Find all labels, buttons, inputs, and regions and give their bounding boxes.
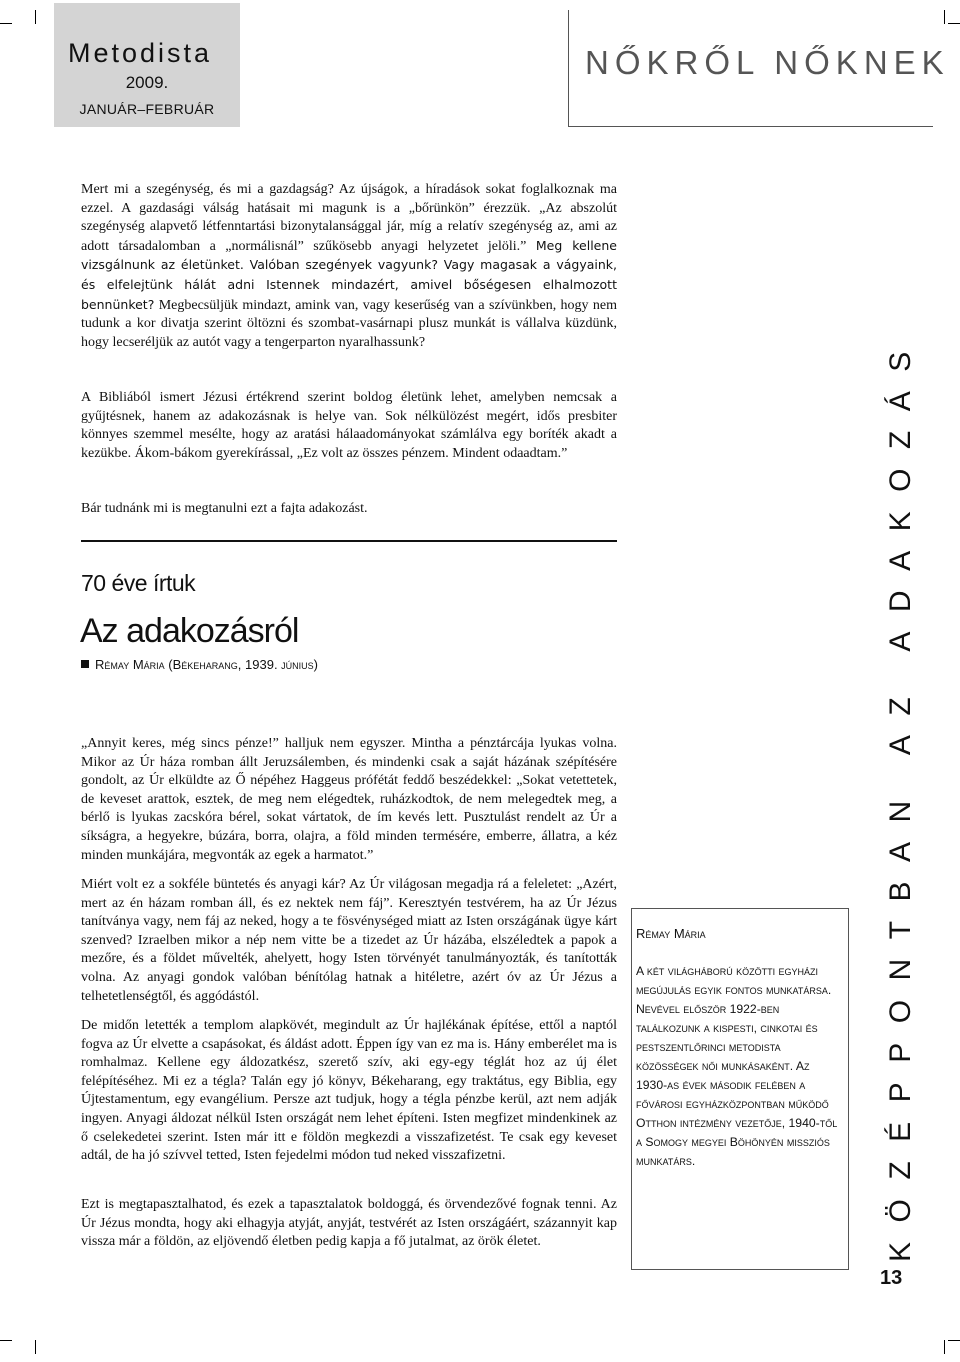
issue-year: 2009. [125, 73, 169, 92]
intro-paragraph: Bár tudnánk mi is megtanulni ezt a fajta adakozást. [81, 501, 368, 516]
crop-mark [35, 1340, 36, 1354]
article-paragraph: Ezt is megtapasztalhatod, és ezek a tapasztalatok boldoggá, és örvendezővé fognak tenni. Az Úr Jézus mondta, hogy aki elhagyja atyját, anyját, testvérét az Isten országáért, százannyit kap vissza már a földön, az eljövendő életben pedig kapja a fő jutalmat, az örök életet. [81, 1197, 617, 1250]
issue-months: JANUÁR–FEBRUÁR [79, 101, 215, 117]
magazine-title: Metodista [68, 38, 213, 68]
bullet-icon [81, 660, 89, 668]
author-name: Rémay Mária [636, 926, 706, 941]
intro-text-sans: Meg kellene vizsgálnunk az életünket. Valóban szegények vagyunk? Vagy magasak a vágyaink, és elfelejtünk hálát adni Istennek mindazért, amivel bőségesen elhalmozott bennünket? [81, 237, 617, 312]
article-byline [81, 657, 318, 672]
crop-mark [948, 1340, 960, 1341]
intro-paragraph: A Bibliából ismert Jézusi értékrend szerint boldog életünk lehet, amelyben nemcsak a gyűjtésnek, hanem az adakozásnak is helye van. Sok nélkülözést megért, idős presbiter könnyes szemmel mesélte, hogy az aratási hálaadományokat számlálva egy boríték akadt a kezükbe. Ákom-bákom gyerekírással, „Ez volt az összes pénzem. Mindent odaadtam.” [81, 390, 617, 461]
crop-mark [35, 10, 36, 24]
crop-mark [944, 10, 945, 24]
article-paragraph: „Annyit keres, még sincs pénze!” halljuk nem egyszer. Mintha a pénztárcája lyukas volna. Mikor az Úr háza romban állt Jeruzsálemben, és mindenki csak a saját házának szépítésére gondolt, az Úr elküldte az Ő népéhez Haggeus prófétát feddő beszédekkel: „Sokat vetettetek, de keveset arattok, esztek, de meg nem elégedtek, ruházkodtok, de nem melegedtek meg, a bérlő is lyukas zacskóra bérel, sokat vártatok, de ím kevés lett. Pusztulást rendelt az Úr a síkságra, a hegyekre, búzára, borra, olajra, a föld minden termésére, emberre, állatra, a kéz minden munkájára, megvonták az egek a harmatot.” [81, 736, 617, 863]
intro-paragraph [81, 181, 617, 352]
vertical-section-label: KÖZÉPPONTBAN AZ ADAKOZÁS [884, 332, 917, 1262]
crop-mark [944, 1340, 945, 1354]
byline-text: Rémay Mária (Békeharang, 1939. június) [95, 657, 318, 672]
article-kicker: 70 éve írtuk [81, 570, 196, 596]
crop-mark [0, 23, 12, 24]
section-title: NŐKRŐL NŐKNEK [585, 44, 950, 81]
page-number: 13 [880, 1267, 903, 1289]
author-bio: A két világháború közötti egyházi megújulás egyik fontos munkatársa. Nevével először 1922-ben találkozunk a kispesti, cinkotai és pestszentlőrinci metodista közösségek női munkásaként. Az 1930-as évek második felében a fővárosi egyházközpontban működő Otthon intézmény vezetője, 1940-től a Somogy megyei Böhönyén missziós munkatárs. [636, 964, 838, 1168]
intro-text: Mert mi a szegénység, és mi a gazdagság? Az újságok, a híradások sokat foglalkoznak ma ezzel. A gazdasági válság hatásait mi magunk is a „bőrünkön” érezzük. „Az abszolút szegénység alapvető létfenntartási bizonytalansággal jár, míg a relatív szegénység az, ami az adott társadalomban a „normálisnál” szűkösebb anyagi helyzetet jelöli.” [81, 182, 617, 254]
article-paragraph: Miért volt ez a sokféle büntetés és anyagi kár? Az Úr világosan megadja rá a feleletet: „Azért, mert az én házam romban áll, és ez nektek nem fáj”. Keresztyén testvérem, ha az Úr Jézus tanítványa vagy, nem fáj az neked, hogy a te fösvénységed miatt az Isten országának ügye kárt szenved? Izraelben mikor a nép nem vitte be a tizedet az Úr házába, elszéledtek a papok a mezőre, és a földet művelték, ahelyett, hogy Isten törvényét tanulmányozták, és tanították volna. Az anyagi gondok valóban bénítólag hatnak a hitéletre, azért óv az Úr Jézus a telhetetlenségtől, és aggódástól. [81, 877, 617, 1004]
divider [81, 540, 617, 542]
crop-mark [0, 1340, 12, 1341]
article-paragraph: De midőn letették a templom alapkövét, megindult az Úr hajlékának építése, ettől a naptól fogva az Úr elvette a csapásokat, és áldást adott. Éppen így van ez ma is. Hány emberélet ma is romhalmaz. Kellene egy áldozatkész, szerető szív, aki egy-egy téglát hoz az új élet felépítéséhez. Mi ez a tégla? Talán egy jó könyv, Békeharang, egy traktátus, egy Biblia, egy Újtestamentum, egy evangélium. Persze azt tudjuk, hogy a tégla pénzbe kerül, azt nem adják ingyen. Anyagi áldozat nélkül Isten országát nem lehet építeni. Isten megfizet mindenkinek az ő cselekedetei szerint. Isten már itt e földön megkezdi a visszafizetést. Te csak egy keveset adtál, de ha jó szívvel tetted, Isten fejedelmi módon tud neked visszafizetni. [81, 1018, 617, 1164]
article-title: Az adakozásról [80, 612, 299, 650]
crop-mark [948, 23, 960, 24]
intro-text: Megbecsüljük mindazt, amink van, vagy keserűség van a szívünkben, hogy nem tudunk a kor divatja szerint öltözni és szombat-vasárnapi plusz munkát is vállalva küzdünk, hogy lecseréljük az autót vagy a tengerparton nyaralhassunk? [81, 297, 618, 350]
